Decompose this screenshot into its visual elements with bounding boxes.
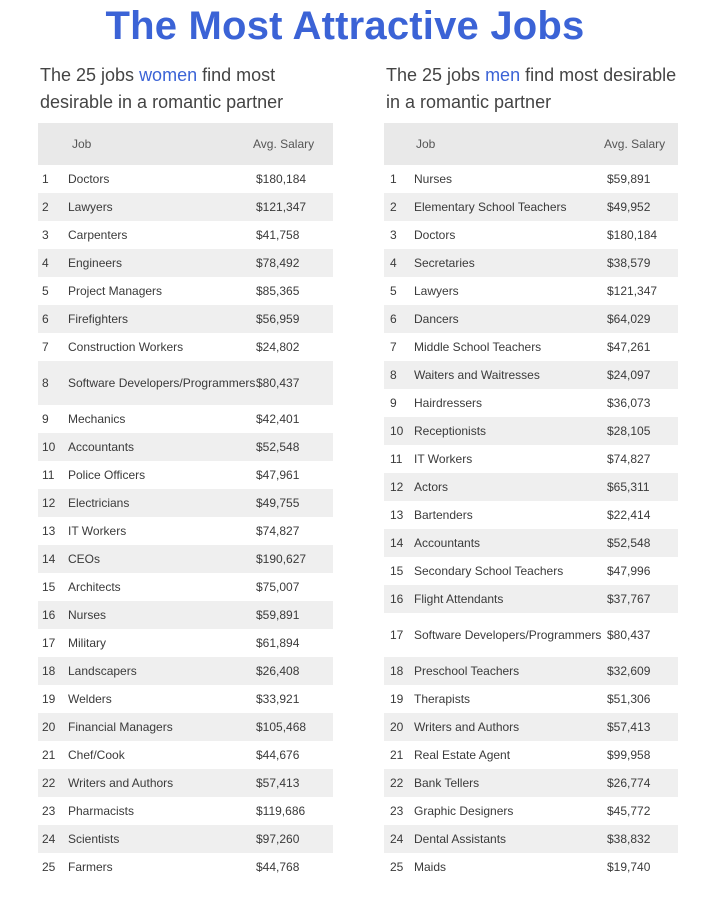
job-cell: Lawyers xyxy=(414,283,459,298)
salary-cell: $26,408 xyxy=(256,664,300,678)
rank-cell: 9 xyxy=(390,396,397,410)
job-cell: Landscapers xyxy=(68,663,137,678)
table-row xyxy=(38,545,333,573)
table-row xyxy=(384,853,678,881)
job-cell: Engineers xyxy=(68,255,123,270)
rank-cell: 17 xyxy=(390,628,404,642)
table-row xyxy=(38,193,333,221)
job-cell: Carpenters xyxy=(68,227,128,242)
job-cell: Dancers xyxy=(414,311,459,326)
salary-cell: $119,686 xyxy=(256,804,306,818)
table-row xyxy=(384,277,678,305)
rank-cell: 8 xyxy=(390,368,397,382)
rank-cell: 11 xyxy=(390,452,403,466)
table-row xyxy=(38,433,333,461)
job-cell: Welders xyxy=(68,691,112,706)
job-cell: Military xyxy=(68,635,106,650)
rank-cell: 1 xyxy=(390,172,397,186)
rank-cell: 14 xyxy=(390,536,404,550)
job-cell: Real Estate Agent xyxy=(414,747,511,762)
job-cell: Police Officers xyxy=(68,467,146,482)
job-cell: Receptionists xyxy=(414,423,487,438)
job-cell: Pharmacists xyxy=(68,803,135,818)
table-row xyxy=(384,473,678,501)
rank-cell: 19 xyxy=(42,692,56,706)
job-cell: Waiters and Waitresses xyxy=(414,367,540,382)
job-cell: Firefighters xyxy=(68,311,129,326)
rank-cell: 14 xyxy=(42,552,56,566)
table-row xyxy=(384,797,678,825)
salary-cell: $19,740 xyxy=(607,860,651,874)
table-row xyxy=(384,361,678,389)
rank-cell: 1 xyxy=(42,172,49,186)
table-row xyxy=(384,389,678,417)
rank-cell: 7 xyxy=(42,340,49,354)
rank-cell: 21 xyxy=(42,748,56,762)
rank-cell: 10 xyxy=(42,440,56,454)
rank-cell: 2 xyxy=(390,200,397,214)
job-cell: Doctors xyxy=(68,171,110,186)
rank-cell: 3 xyxy=(42,228,49,242)
job-cell: Nurses xyxy=(68,607,107,622)
table-row xyxy=(38,221,333,249)
salary-cell: $57,413 xyxy=(256,776,300,790)
salary-cell: $47,961 xyxy=(256,468,300,482)
women-subtitle-pre: The 25 jobs xyxy=(40,65,140,85)
women-table-body xyxy=(38,165,333,881)
table-row xyxy=(38,657,333,685)
table-row xyxy=(38,601,333,629)
rank-cell: 13 xyxy=(390,508,404,522)
salary-cell: $32,609 xyxy=(607,664,651,678)
salary-cell: $37,767 xyxy=(607,592,651,606)
job-cell: Secondary School Teachers xyxy=(414,563,564,578)
job-cell: Software Developers/Programmers xyxy=(68,375,256,390)
table-row xyxy=(384,557,678,585)
men-jobs-table xyxy=(384,123,678,881)
salary-cell: $49,952 xyxy=(607,200,651,214)
salary-cell: $33,921 xyxy=(256,692,300,706)
rank-cell: 22 xyxy=(390,776,404,790)
salary-cell: $47,261 xyxy=(607,340,651,354)
job-cell: Flight Attendants xyxy=(414,591,504,606)
salary-cell: $38,832 xyxy=(607,832,651,846)
salary-cell: $52,548 xyxy=(607,536,651,550)
women-subtitle xyxy=(38,62,333,120)
job-cell: Writers and Authors xyxy=(68,775,174,790)
rank-cell: 15 xyxy=(390,564,404,578)
job-cell: Writers and Authors xyxy=(414,719,520,734)
men-subtitle xyxy=(384,62,678,120)
salary-cell: $44,768 xyxy=(256,860,300,874)
salary-cell: $80,437 xyxy=(256,376,300,390)
job-cell: Accountants xyxy=(414,535,481,550)
rank-cell: 8 xyxy=(42,376,49,390)
salary-cell: $85,365 xyxy=(256,284,300,298)
job-cell: Project Managers xyxy=(68,283,163,298)
salary-cell: $24,097 xyxy=(607,368,651,382)
salary-cell: $99,958 xyxy=(607,748,651,762)
table-row xyxy=(384,417,678,445)
job-cell: Construction Workers xyxy=(68,339,184,354)
table-row xyxy=(38,165,333,193)
salary-cell: $64,029 xyxy=(607,312,651,326)
rank-cell: 18 xyxy=(390,664,404,678)
rank-cell: 11 xyxy=(42,468,55,482)
table-row xyxy=(384,305,678,333)
salary-cell: $26,774 xyxy=(607,776,651,790)
rank-cell: 24 xyxy=(390,832,404,846)
table-row xyxy=(384,529,678,557)
table-row xyxy=(38,573,333,601)
header-job: Job xyxy=(72,136,92,151)
rank-cell: 23 xyxy=(390,804,404,818)
table-row xyxy=(384,249,678,277)
salary-cell: $59,891 xyxy=(607,172,651,186)
men-subtitle-accent: men xyxy=(485,65,521,85)
table-row xyxy=(384,193,678,221)
header-salary: Avg. Salary xyxy=(604,137,666,151)
women-subtitle-accent: women xyxy=(139,65,198,85)
job-cell: Financial Managers xyxy=(68,719,173,734)
salary-cell: $78,492 xyxy=(256,256,300,270)
salary-cell: $28,105 xyxy=(607,424,651,438)
job-cell: Graphic Designers xyxy=(414,803,514,818)
job-cell: Therapists xyxy=(414,691,471,706)
job-cell: Hairdressers xyxy=(414,395,483,410)
table-row xyxy=(38,277,333,305)
table-row xyxy=(384,445,678,473)
table-row xyxy=(384,333,678,361)
table-row xyxy=(38,489,333,517)
rank-cell: 4 xyxy=(390,256,397,270)
job-cell: Secretaries xyxy=(414,255,475,270)
job-cell: Software Developers/Programmers xyxy=(414,627,602,642)
table-row xyxy=(38,853,333,881)
job-cell: Lawyers xyxy=(68,199,113,214)
women-subtitle-post: find most desirable in a romantic partner xyxy=(40,65,284,112)
salary-cell: $105,468 xyxy=(256,720,307,734)
rank-cell: 12 xyxy=(42,496,56,510)
header-salary: Avg. Salary xyxy=(253,137,315,151)
table-row xyxy=(38,629,333,657)
job-cell: Bank Tellers xyxy=(414,775,480,790)
rank-cell: 5 xyxy=(42,284,49,298)
table-row xyxy=(38,685,333,713)
table-row xyxy=(38,713,333,741)
salary-cell: $61,894 xyxy=(256,636,300,650)
table-row xyxy=(38,825,333,853)
job-cell: Middle School Teachers xyxy=(414,339,542,354)
salary-cell: $59,891 xyxy=(256,608,300,622)
salary-cell: $47,996 xyxy=(607,564,651,578)
rank-cell: 5 xyxy=(390,284,397,298)
table-row xyxy=(38,333,333,361)
table-row xyxy=(38,769,333,797)
table-row xyxy=(384,825,678,853)
table-row xyxy=(384,585,678,613)
table-row xyxy=(384,769,678,797)
rank-cell: 20 xyxy=(42,720,56,734)
salary-cell: $38,579 xyxy=(607,256,651,270)
job-cell: Scientists xyxy=(68,831,120,846)
job-cell: IT Workers xyxy=(414,451,473,466)
job-cell: Nurses xyxy=(414,171,453,186)
salary-cell: $121,347 xyxy=(256,200,307,214)
table-row xyxy=(384,221,678,249)
women-jobs-table xyxy=(38,123,333,881)
salary-cell: $41,758 xyxy=(256,228,300,242)
salary-cell: $180,184 xyxy=(256,172,307,186)
men-table-body xyxy=(384,165,678,881)
table-row xyxy=(384,685,678,713)
rank-cell: 4 xyxy=(42,256,49,270)
table-row xyxy=(384,741,678,769)
job-cell: CEOs xyxy=(68,551,101,566)
rank-cell: 16 xyxy=(42,608,56,622)
salary-cell: $51,306 xyxy=(607,692,651,706)
salary-cell: $45,772 xyxy=(607,804,651,818)
rank-cell: 19 xyxy=(390,692,404,706)
salary-cell: $42,401 xyxy=(256,412,300,426)
job-cell: Mechanics xyxy=(68,411,126,426)
job-cell: Electricians xyxy=(68,495,130,510)
rank-cell: 7 xyxy=(390,340,397,354)
salary-cell: $97,260 xyxy=(256,832,300,846)
salary-cell: $49,755 xyxy=(256,496,300,510)
salary-cell: $52,548 xyxy=(256,440,300,454)
job-cell: Architects xyxy=(68,579,121,594)
rank-cell: 22 xyxy=(42,776,56,790)
salary-cell: $75,007 xyxy=(256,580,300,594)
salary-cell: $24,802 xyxy=(256,340,300,354)
table-row xyxy=(384,657,678,685)
men-column xyxy=(384,62,678,881)
salary-cell: $57,413 xyxy=(607,720,651,734)
table-row xyxy=(38,249,333,277)
men-table-header xyxy=(384,123,678,165)
table-row xyxy=(384,501,678,529)
rank-cell: 18 xyxy=(42,664,56,678)
rank-cell: 25 xyxy=(42,860,56,874)
rank-cell: 15 xyxy=(42,580,56,594)
salary-cell: $56,959 xyxy=(256,312,300,326)
rank-cell: 25 xyxy=(390,860,404,874)
salary-cell: $190,627 xyxy=(256,552,307,566)
job-cell: Chef/Cook xyxy=(68,747,125,762)
rank-cell: 17 xyxy=(42,636,56,650)
men-subtitle-post: find most desirable in a romantic partner xyxy=(386,65,677,112)
job-cell: Dental Assistants xyxy=(414,831,507,846)
salary-cell: $44,676 xyxy=(256,748,300,762)
rank-cell: 10 xyxy=(390,424,404,438)
women-table-header xyxy=(38,123,333,165)
rank-cell: 3 xyxy=(390,228,397,242)
salary-cell: $22,414 xyxy=(607,508,651,522)
table-row xyxy=(38,305,333,333)
salary-cell: $74,827 xyxy=(256,524,300,538)
rank-cell: 6 xyxy=(390,312,397,326)
rank-cell: 23 xyxy=(42,804,56,818)
salary-cell: $80,437 xyxy=(607,628,651,642)
job-cell: Farmers xyxy=(68,859,113,874)
job-cell: Preschool Teachers xyxy=(414,663,520,678)
table-row xyxy=(38,461,333,489)
job-cell: Elementary School Teachers xyxy=(414,199,567,214)
header-job: Job xyxy=(416,136,436,151)
job-cell: IT Workers xyxy=(68,523,127,538)
rank-cell: 16 xyxy=(390,592,404,606)
men-subtitle-pre: The 25 jobs xyxy=(386,65,486,85)
rank-cell: 24 xyxy=(42,832,56,846)
rank-cell: 21 xyxy=(390,748,404,762)
job-cell: Actors xyxy=(414,479,449,494)
table-row xyxy=(38,741,333,769)
salary-cell: $121,347 xyxy=(607,284,658,298)
rank-cell: 12 xyxy=(390,480,404,494)
page-title: The Most Attractive Jobs xyxy=(105,4,585,48)
salary-cell: $180,184 xyxy=(607,228,658,242)
rank-cell: 9 xyxy=(42,412,49,426)
table-row xyxy=(38,405,333,433)
job-cell: Bartenders xyxy=(414,507,473,522)
table-row xyxy=(384,713,678,741)
rank-cell: 13 xyxy=(42,524,56,538)
job-cell: Accountants xyxy=(68,439,135,454)
job-cell: Doctors xyxy=(414,227,456,242)
table-row xyxy=(38,517,333,545)
rank-cell: 6 xyxy=(42,312,49,326)
salary-cell: $65,311 xyxy=(607,480,650,494)
table-row xyxy=(384,165,678,193)
table-row xyxy=(38,797,333,825)
table-row xyxy=(384,613,678,657)
women-column xyxy=(38,62,333,881)
table-row xyxy=(38,361,333,405)
rank-cell: 2 xyxy=(42,200,49,214)
salary-cell: $36,073 xyxy=(607,396,651,410)
salary-cell: $74,827 xyxy=(607,452,651,466)
rank-cell: 20 xyxy=(390,720,404,734)
job-cell: Maids xyxy=(414,859,447,874)
